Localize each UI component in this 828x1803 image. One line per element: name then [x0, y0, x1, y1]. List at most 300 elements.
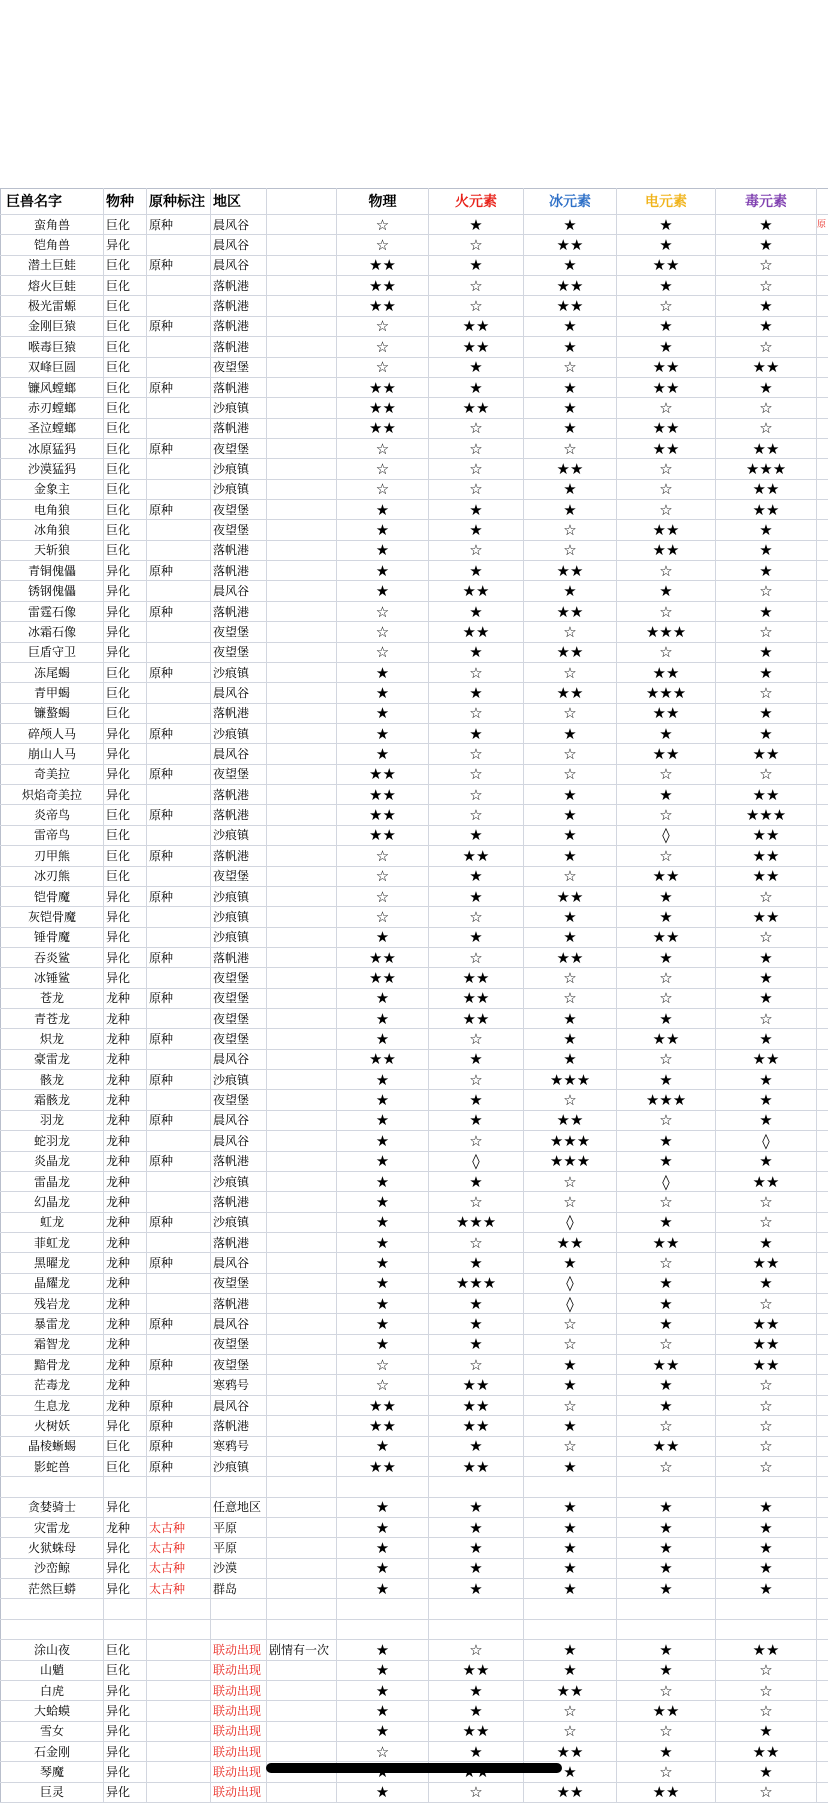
cell-poison[interactable]: ☆ — [716, 1456, 817, 1476]
cell-name[interactable]: 霜智龙 — [1, 1334, 104, 1354]
cell-origin[interactable] — [147, 520, 211, 540]
cell-origin[interactable]: 原种 — [147, 1212, 211, 1232]
cell-species[interactable]: 巨化 — [104, 683, 147, 703]
cell-name[interactable]: 蛮角兽 — [1, 215, 104, 235]
cell-edge[interactable] — [817, 1334, 828, 1354]
cell-note[interactable] — [267, 1273, 337, 1293]
cell-species[interactable]: 龙种 — [104, 1232, 147, 1252]
cell-physical[interactable]: ★ — [337, 662, 429, 682]
cell-ice[interactable]: ☆ — [524, 1314, 617, 1334]
cell-ice[interactable]: ★ — [524, 927, 617, 947]
cell-ice[interactable]: ☆ — [524, 1395, 617, 1415]
cell-poison[interactable]: ★★ — [716, 1049, 817, 1069]
cell-ice[interactable]: ★ — [524, 1355, 617, 1375]
cell-region[interactable]: 落帆港 — [211, 377, 267, 397]
cell-origin[interactable] — [147, 703, 211, 723]
cell-thunder[interactable]: ★ — [617, 235, 716, 255]
cell-species[interactable]: 异化 — [104, 1538, 147, 1558]
cell-name[interactable]: 镰风螳螂 — [1, 377, 104, 397]
cell-poison[interactable]: ★ — [716, 703, 817, 723]
cell-physical[interactable]: ★ — [337, 1314, 429, 1334]
cell-species[interactable]: 异化 — [104, 581, 147, 601]
cell-species[interactable]: 巨化 — [104, 520, 147, 540]
cell-poison[interactable]: ☆ — [716, 418, 817, 438]
cell-region[interactable]: 平原 — [211, 1538, 267, 1558]
cell-thunder[interactable]: ☆ — [617, 1762, 716, 1782]
cell-region[interactable]: 寒鸦号 — [211, 1436, 267, 1456]
cell-thunder[interactable]: ★ — [617, 723, 716, 743]
cell-physical[interactable]: ☆ — [337, 846, 429, 866]
cell-species[interactable]: 巨化 — [104, 418, 147, 438]
cell-origin[interactable] — [147, 1701, 211, 1721]
cell-species[interactable]: 龙种 — [104, 1171, 147, 1191]
cell-thunder[interactable]: ☆ — [617, 1192, 716, 1212]
cell-thunder[interactable]: ★ — [617, 581, 716, 601]
cell-origin[interactable] — [147, 907, 211, 927]
cell-edge[interactable] — [817, 1497, 828, 1517]
cell-ice[interactable]: ★ — [524, 1518, 617, 1538]
cell-note[interactable] — [267, 540, 337, 560]
cell-physical[interactable]: ★ — [337, 1090, 429, 1110]
cell-fire[interactable]: ★★ — [429, 337, 524, 357]
cell-poison[interactable]: ☆ — [716, 1782, 817, 1802]
cell-species[interactable]: 巨化 — [104, 438, 147, 458]
cell-thunder[interactable]: ☆ — [617, 296, 716, 316]
cell-origin[interactable] — [147, 1762, 211, 1782]
cell-fire[interactable]: ☆ — [429, 540, 524, 560]
cell-thunder[interactable]: ★ — [617, 1273, 716, 1293]
cell-note[interactable] — [267, 377, 337, 397]
cell-note[interactable] — [267, 1436, 337, 1456]
cell-fire[interactable]: ★ — [429, 1538, 524, 1558]
cell-physical[interactable]: ★ — [337, 1110, 429, 1130]
cell-species[interactable]: 龙种 — [104, 988, 147, 1008]
cell-note[interactable] — [267, 703, 337, 723]
header-cell-note[interactable] — [267, 189, 337, 215]
cell-poison[interactable]: ★ — [716, 1518, 817, 1538]
cell-region[interactable]: 夜望堡 — [211, 988, 267, 1008]
cell-poison[interactable]: ★★ — [716, 825, 817, 845]
cell-name[interactable]: 青甲蝎 — [1, 683, 104, 703]
cell-physical[interactable]: ★ — [337, 520, 429, 540]
cell-region[interactable]: 晨风谷 — [211, 1110, 267, 1130]
cell-fire[interactable]: ☆ — [429, 1640, 524, 1660]
cell-physical[interactable]: ★ — [337, 561, 429, 581]
cell-note[interactable] — [267, 418, 337, 438]
cell-species[interactable]: 巨化 — [104, 1436, 147, 1456]
cell-region[interactable]: 落帆港 — [211, 1294, 267, 1314]
cell-name[interactable]: 火树妖 — [1, 1416, 104, 1436]
cell-species[interactable]: 巨化 — [104, 215, 147, 235]
cell-poison[interactable]: ★★ — [716, 907, 817, 927]
cell-note[interactable] — [267, 1151, 337, 1171]
cell-note[interactable] — [267, 316, 337, 336]
cell-poison[interactable]: ☆ — [716, 1680, 817, 1700]
cell-name[interactable]: 涂山夜 — [1, 1640, 104, 1660]
cell-fire[interactable]: ☆ — [429, 459, 524, 479]
cell-origin[interactable] — [147, 1192, 211, 1212]
cell-edge[interactable] — [817, 1680, 828, 1700]
cell-edge[interactable] — [817, 1436, 828, 1456]
cell-region[interactable]: 落帆港 — [211, 601, 267, 621]
cell-thunder[interactable]: ☆ — [617, 479, 716, 499]
cell-thunder[interactable]: ★★ — [617, 438, 716, 458]
cell-species[interactable]: 巨化 — [104, 846, 147, 866]
cell-thunder[interactable]: ★★ — [617, 377, 716, 397]
cell-edge[interactable] — [817, 1782, 828, 1802]
cell-physical[interactable]: ☆ — [337, 235, 429, 255]
cell-origin[interactable]: 原种 — [147, 764, 211, 784]
cell-name[interactable]: 羽龙 — [1, 1110, 104, 1130]
cell-species[interactable]: 龙种 — [104, 1314, 147, 1334]
cell-origin[interactable]: 原种 — [147, 215, 211, 235]
cell-poison[interactable]: ★★ — [716, 479, 817, 499]
cell-species[interactable]: 巨化 — [104, 1640, 147, 1660]
cell-species[interactable]: 巨化 — [104, 255, 147, 275]
cell-fire[interactable]: ☆ — [429, 296, 524, 316]
cell-fire[interactable]: ★ — [429, 520, 524, 540]
cell-thunder[interactable]: ☆ — [617, 1416, 716, 1436]
cell-ice[interactable]: ★ — [524, 785, 617, 805]
cell-origin[interactable]: 太古种 — [147, 1558, 211, 1578]
cell-thunder[interactable]: ★★ — [617, 744, 716, 764]
cell-physical[interactable]: ☆ — [337, 907, 429, 927]
cell-fire[interactable]: ★★ — [429, 968, 524, 988]
cell-origin[interactable] — [147, 1619, 211, 1639]
cell-poison[interactable]: ★ — [716, 1762, 817, 1782]
cell-name[interactable] — [1, 1477, 104, 1497]
cell-name[interactable]: 锈钢傀儡 — [1, 581, 104, 601]
cell-poison[interactable]: ☆ — [716, 1009, 817, 1029]
cell-name[interactable]: 冰锤鲨 — [1, 968, 104, 988]
cell-ice[interactable]: ★★★ — [524, 1070, 617, 1090]
cell-ice[interactable]: ★ — [524, 1497, 617, 1517]
cell-thunder[interactable]: ★ — [617, 1660, 716, 1680]
cell-note[interactable] — [267, 1477, 337, 1497]
cell-note[interactable] — [267, 1294, 337, 1314]
cell-edge[interactable] — [817, 418, 828, 438]
cell-region[interactable]: 夜望堡 — [211, 500, 267, 520]
header-cell-extra[interactable] — [817, 189, 828, 215]
cell-region[interactable]: 落帆港 — [211, 1416, 267, 1436]
cell-origin[interactable]: 原种 — [147, 1395, 211, 1415]
cell-species[interactable]: 巨化 — [104, 357, 147, 377]
cell-edge[interactable] — [817, 1171, 828, 1191]
cell-note[interactable] — [267, 1741, 337, 1761]
cell-poison[interactable]: ★ — [716, 1070, 817, 1090]
cell-name[interactable]: 琴魔 — [1, 1762, 104, 1782]
cell-edge[interactable] — [817, 927, 828, 947]
cell-region[interactable]: 晨风谷 — [211, 1395, 267, 1415]
cell-ice[interactable] — [524, 1599, 617, 1619]
cell-name[interactable]: 沙峦鲸 — [1, 1558, 104, 1578]
cell-origin[interactable] — [147, 1171, 211, 1191]
cell-note[interactable] — [267, 1049, 337, 1069]
cell-species[interactable]: 巨化 — [104, 805, 147, 825]
cell-ice[interactable]: ★ — [524, 723, 617, 743]
cell-fire[interactable]: ★ — [429, 215, 524, 235]
cell-physical[interactable]: ☆ — [337, 866, 429, 886]
cell-note[interactable] — [267, 296, 337, 316]
cell-thunder[interactable]: ★★ — [617, 357, 716, 377]
cell-name[interactable]: 崩山人马 — [1, 744, 104, 764]
cell-ice[interactable]: ☆ — [524, 1090, 617, 1110]
cell-physical[interactable]: ☆ — [337, 479, 429, 499]
cell-poison[interactable]: ☆ — [716, 1212, 817, 1232]
cell-region[interactable]: 晨风谷 — [211, 1253, 267, 1273]
cell-thunder[interactable]: ☆ — [617, 764, 716, 784]
cell-region[interactable]: 晨风谷 — [211, 1314, 267, 1334]
cell-region[interactable]: 联动出现 — [211, 1741, 267, 1761]
cell-poison[interactable]: ☆ — [716, 581, 817, 601]
cell-ice[interactable]: ☆ — [524, 438, 617, 458]
cell-poison[interactable]: ★ — [716, 1721, 817, 1741]
cell-region[interactable]: 联动出现 — [211, 1660, 267, 1680]
cell-note[interactable] — [267, 1660, 337, 1680]
cell-species[interactable]: 异化 — [104, 1782, 147, 1802]
cell-fire[interactable]: ★ — [429, 1680, 524, 1700]
cell-poison[interactable]: ★★ — [716, 438, 817, 458]
cell-note[interactable] — [267, 1558, 337, 1578]
cell-species[interactable]: 巨化 — [104, 1660, 147, 1680]
cell-note[interactable] — [267, 825, 337, 845]
cell-species[interactable]: 巨化 — [104, 825, 147, 845]
cell-origin[interactable]: 原种 — [147, 1070, 211, 1090]
cell-ice[interactable]: ★★ — [524, 886, 617, 906]
cell-ice[interactable]: ◊ — [524, 1212, 617, 1232]
cell-thunder[interactable]: ★ — [617, 1579, 716, 1599]
cell-fire[interactable]: ☆ — [429, 947, 524, 967]
cell-region[interactable]: 沙痕镇 — [211, 398, 267, 418]
cell-edge[interactable] — [817, 1416, 828, 1436]
cell-physical[interactable]: ☆ — [337, 642, 429, 662]
cell-species[interactable]: 异化 — [104, 1579, 147, 1599]
cell-origin[interactable] — [147, 1294, 211, 1314]
cell-ice[interactable]: ◊ — [524, 1273, 617, 1293]
cell-physical[interactable]: ★ — [337, 1192, 429, 1212]
cell-edge[interactable] — [817, 1456, 828, 1476]
cell-region[interactable]: 寒鸦号 — [211, 1375, 267, 1395]
cell-edge[interactable] — [817, 866, 828, 886]
cell-fire[interactable]: ☆ — [429, 235, 524, 255]
cell-note[interactable] — [267, 1253, 337, 1273]
cell-ice[interactable]: ★ — [524, 1640, 617, 1660]
cell-fire[interactable]: ★ — [429, 377, 524, 397]
cell-region[interactable]: 沙痕镇 — [211, 723, 267, 743]
cell-name[interactable]: 雷帝鸟 — [1, 825, 104, 845]
cell-note[interactable] — [267, 1314, 337, 1334]
cell-poison[interactable] — [716, 1599, 817, 1619]
cell-ice[interactable]: ☆ — [524, 622, 617, 642]
cell-thunder[interactable]: ☆ — [617, 1049, 716, 1069]
cell-species[interactable]: 龙种 — [104, 1029, 147, 1049]
cell-ice[interactable]: ☆ — [524, 764, 617, 784]
cell-physical[interactable]: ★ — [337, 1151, 429, 1171]
cell-origin[interactable] — [147, 1782, 211, 1802]
cell-name[interactable]: 极光雷螈 — [1, 296, 104, 316]
cell-origin[interactable]: 原种 — [147, 500, 211, 520]
cell-ice[interactable]: ★ — [524, 581, 617, 601]
cell-species[interactable]: 龙种 — [104, 1009, 147, 1029]
cell-origin[interactable] — [147, 235, 211, 255]
cell-physical[interactable]: ★ — [337, 1782, 429, 1802]
cell-region[interactable]: 夜望堡 — [211, 866, 267, 886]
cell-origin[interactable] — [147, 744, 211, 764]
cell-region[interactable]: 落帆港 — [211, 561, 267, 581]
cell-poison[interactable]: ★ — [716, 1110, 817, 1130]
cell-physical[interactable]: ★ — [337, 1232, 429, 1252]
cell-note[interactable] — [267, 1334, 337, 1354]
cell-thunder[interactable]: ★ — [617, 1314, 716, 1334]
cell-edge[interactable] — [817, 296, 828, 316]
cell-species[interactable]: 龙种 — [104, 1334, 147, 1354]
cell-thunder[interactable]: ★ — [617, 1212, 716, 1232]
cell-note[interactable] — [267, 1721, 337, 1741]
cell-note[interactable] — [267, 1171, 337, 1191]
cell-thunder[interactable]: ★★ — [617, 1355, 716, 1375]
cell-edge[interactable] — [817, 1355, 828, 1375]
cell-region[interactable] — [211, 1477, 267, 1497]
cell-region[interactable]: 沙痕镇 — [211, 1456, 267, 1476]
cell-origin[interactable]: 原种 — [147, 947, 211, 967]
cell-poison[interactable]: ★★ — [716, 1334, 817, 1354]
cell-physical[interactable]: ★ — [337, 1131, 429, 1151]
cell-species[interactable]: 巨化 — [104, 703, 147, 723]
cell-note[interactable] — [267, 1579, 337, 1599]
cell-species[interactable]: 巨化 — [104, 540, 147, 560]
cell-ice[interactable]: ★ — [524, 316, 617, 336]
header-cell-ice[interactable]: 冰元素 — [524, 189, 617, 215]
cell-species[interactable]: 异化 — [104, 1701, 147, 1721]
cell-physical[interactable]: ★ — [337, 927, 429, 947]
cell-note[interactable] — [267, 886, 337, 906]
cell-note[interactable] — [267, 947, 337, 967]
cell-physical[interactable]: ★ — [337, 1294, 429, 1314]
cell-origin[interactable] — [147, 418, 211, 438]
cell-name[interactable]: 炽龙 — [1, 1029, 104, 1049]
cell-note[interactable] — [267, 1375, 337, 1395]
cell-name[interactable]: 雪女 — [1, 1721, 104, 1741]
cell-thunder[interactable]: ★★★ — [617, 1090, 716, 1110]
cell-thunder[interactable]: ★★ — [617, 255, 716, 275]
cell-region[interactable]: 夜望堡 — [211, 642, 267, 662]
cell-name[interactable]: 骸龙 — [1, 1070, 104, 1090]
cell-fire[interactable]: ★ — [429, 825, 524, 845]
cell-thunder[interactable]: ★ — [617, 785, 716, 805]
cell-physical[interactable]: ★ — [337, 1029, 429, 1049]
cell-name[interactable]: 蛇羽龙 — [1, 1131, 104, 1151]
cell-species[interactable]: 异化 — [104, 886, 147, 906]
cell-physical[interactable]: ★★ — [337, 1416, 429, 1436]
cell-poison[interactable]: ★★★ — [716, 459, 817, 479]
cell-fire[interactable]: ☆ — [429, 1192, 524, 1212]
cell-thunder[interactable]: ★ — [617, 1558, 716, 1578]
cell-edge[interactable] — [817, 1090, 828, 1110]
cell-poison[interactable]: ☆ — [716, 886, 817, 906]
cell-edge[interactable] — [817, 907, 828, 927]
cell-poison[interactable]: ★★ — [716, 866, 817, 886]
cell-note[interactable] — [267, 927, 337, 947]
cell-name[interactable]: 灰铠骨魔 — [1, 907, 104, 927]
cell-physical[interactable]: ☆ — [337, 1375, 429, 1395]
cell-fire[interactable]: ★★★ — [429, 1212, 524, 1232]
cell-physical[interactable]: ★ — [337, 1212, 429, 1232]
cell-physical[interactable] — [337, 1599, 429, 1619]
cell-poison[interactable]: ★★ — [716, 500, 817, 520]
cell-edge[interactable] — [817, 744, 828, 764]
cell-poison[interactable]: ★ — [716, 723, 817, 743]
cell-thunder[interactable]: ★ — [617, 1741, 716, 1761]
cell-poison[interactable]: ★ — [716, 1232, 817, 1252]
cell-note[interactable] — [267, 438, 337, 458]
cell-edge[interactable] — [817, 1701, 828, 1721]
cell-thunder[interactable]: ★★ — [617, 662, 716, 682]
cell-poison[interactable]: ★★ — [716, 744, 817, 764]
cell-edge[interactable] — [817, 1619, 828, 1639]
cell-region[interactable]: 群岛 — [211, 1579, 267, 1599]
cell-species[interactable]: 巨化 — [104, 337, 147, 357]
header-cell-region[interactable]: 地区 — [211, 189, 267, 215]
cell-region[interactable]: 落帆港 — [211, 1151, 267, 1171]
cell-poison[interactable]: ☆ — [716, 1395, 817, 1415]
home-indicator[interactable] — [266, 1763, 562, 1773]
cell-note[interactable] — [267, 215, 337, 235]
cell-note[interactable] — [267, 337, 337, 357]
cell-edge[interactable] — [817, 968, 828, 988]
cell-region[interactable]: 联动出现 — [211, 1762, 267, 1782]
cell-fire[interactable]: ★ — [429, 500, 524, 520]
cell-fire[interactable] — [429, 1619, 524, 1639]
cell-physical[interactable]: ★ — [337, 1070, 429, 1090]
cell-thunder[interactable]: ★★ — [617, 1701, 716, 1721]
cell-origin[interactable]: 太古种 — [147, 1579, 211, 1599]
cell-physical[interactable]: ★ — [337, 1558, 429, 1578]
cell-note[interactable] — [267, 1355, 337, 1375]
cell-edge[interactable] — [817, 662, 828, 682]
cell-note[interactable] — [267, 1090, 337, 1110]
cell-thunder[interactable] — [617, 1477, 716, 1497]
cell-edge[interactable] — [817, 1131, 828, 1151]
cell-species[interactable]: 龙种 — [104, 1110, 147, 1130]
header-cell-poison[interactable]: 毒元素 — [716, 189, 817, 215]
cell-physical[interactable]: ★★ — [337, 276, 429, 296]
cell-name[interactable]: 暴雷龙 — [1, 1314, 104, 1334]
cell-species[interactable]: 巨化 — [104, 459, 147, 479]
cell-region[interactable]: 夜望堡 — [211, 1273, 267, 1293]
cell-fire[interactable]: ★★ — [429, 316, 524, 336]
cell-species[interactable]: 龙种 — [104, 1253, 147, 1273]
cell-species[interactable]: 异化 — [104, 1558, 147, 1578]
cell-edge[interactable] — [817, 886, 828, 906]
cell-region[interactable]: 沙痕镇 — [211, 479, 267, 499]
cell-origin[interactable] — [147, 1660, 211, 1680]
cell-edge[interactable] — [817, 723, 828, 743]
cell-thunder[interactable]: ★ — [617, 907, 716, 927]
cell-physical[interactable]: ☆ — [337, 357, 429, 377]
cell-ice[interactable]: ★★ — [524, 1782, 617, 1802]
cell-region[interactable]: 沙痕镇 — [211, 459, 267, 479]
cell-origin[interactable]: 原种 — [147, 662, 211, 682]
cell-name[interactable]: 晶棱蜥蜴 — [1, 1436, 104, 1456]
cell-ice[interactable]: ★ — [524, 1558, 617, 1578]
cell-note[interactable] — [267, 1538, 337, 1558]
cell-physical[interactable] — [337, 1477, 429, 1497]
cell-edge[interactable] — [817, 947, 828, 967]
cell-poison[interactable]: ☆ — [716, 1294, 817, 1314]
cell-ice[interactable]: ☆ — [524, 744, 617, 764]
cell-region[interactable]: 沙痕镇 — [211, 927, 267, 947]
cell-edge[interactable] — [817, 1579, 828, 1599]
